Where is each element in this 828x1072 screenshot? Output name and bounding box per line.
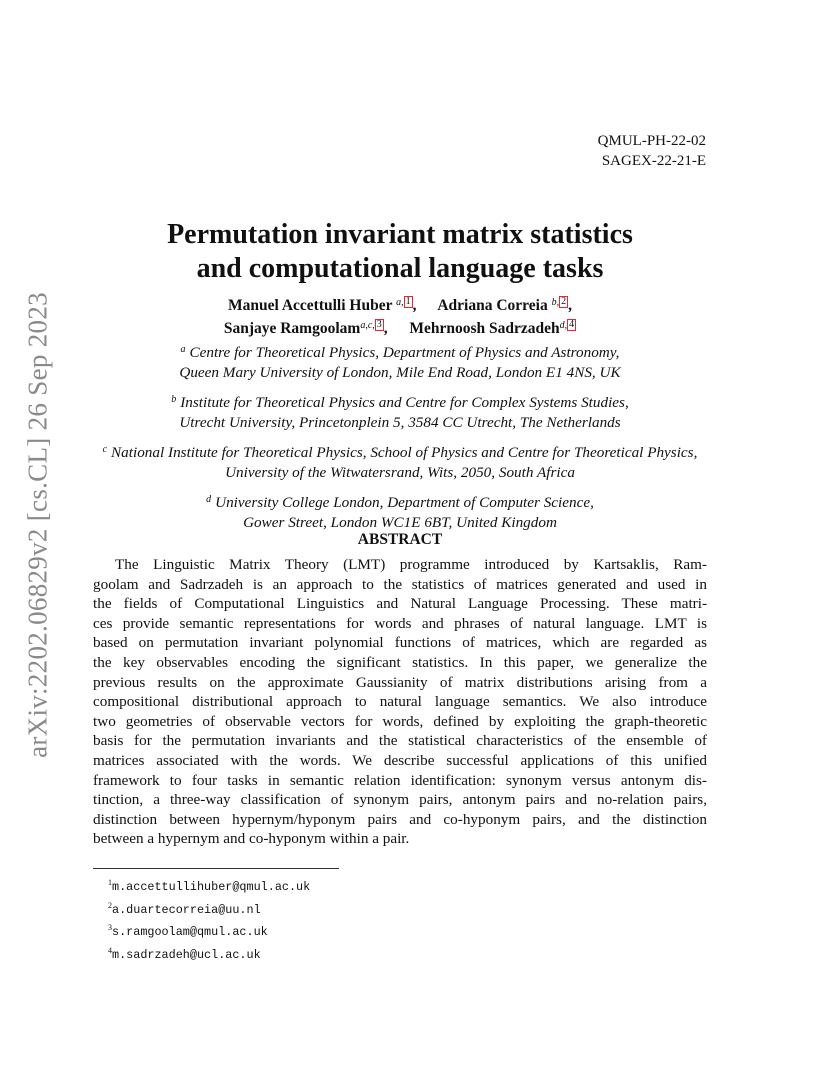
abstract-line: distinction between hypernym/hyponym pairs and co-hyponym pairs, and the distinction <box>93 810 707 828</box>
abstract-line: two geometries of observable vectors for words, defined by exploiting the graph-theoretic <box>93 712 707 730</box>
affiliation-line: Utrecht University, Princetonplein 5, 3584 CC Utrecht, The Netherlands <box>179 413 621 431</box>
abstract-body <box>93 555 707 849</box>
footnote-number: 3 <box>108 923 112 932</box>
abstract-line: previous results on the approximate Gaussianity of matrix distributions arising from a <box>93 673 707 691</box>
abstract-line: compositional distributional approach to natural language semantics. We also introduce <box>93 693 707 711</box>
author-affil-mark: d, <box>559 320 568 331</box>
abstract-line: ces provide semantic representations for words and phrases of natural language. LMT is <box>93 614 707 632</box>
footnotes <box>108 874 310 964</box>
footnote-number: 4 <box>108 945 112 955</box>
affiliation <box>0 340 800 382</box>
footnote-item <box>108 942 310 965</box>
footnote-divider <box>93 868 339 869</box>
author-list <box>0 293 800 339</box>
paper-title <box>0 218 800 286</box>
author-separator: , <box>412 297 417 314</box>
abstract-line: framework to four tasks in semantic relation identification: synonym versus antonym dis- <box>93 771 707 789</box>
report-numbers <box>598 131 706 171</box>
author-affil-mark: a,c, <box>360 320 375 331</box>
affiliation-mark: b <box>171 394 177 405</box>
footnote-link[interactable]: 4 <box>569 319 575 330</box>
footnote-item <box>108 874 310 897</box>
report-id: SAGEX-22-21-E <box>601 153 706 169</box>
affiliation-line: University of the Witwatersrand, Wits, 2050, South Africa <box>225 463 575 481</box>
footnote-link[interactable]: 2 <box>561 296 567 307</box>
footnote-email[interactable]: a.duartecorreia@uu.nl <box>112 902 261 917</box>
footnote-email[interactable]: m.sadrzadeh@ucl.ac.uk <box>112 947 261 962</box>
arxiv-stamp-text: arXiv:2202.06829v2 [cs.CL] 26 Sep 2023 <box>22 292 53 758</box>
title-line: and computational language tasks <box>196 253 604 284</box>
abstract-heading: ABSTRACT <box>357 531 443 548</box>
footnote-link[interactable]: 3 <box>376 319 382 330</box>
abstract-line: The Linguistic Matrix Theory (LMT) programme introduced by Kartsaklis, Ram- <box>115 556 707 573</box>
author-line <box>0 293 800 316</box>
footnote-item <box>108 919 310 942</box>
abstract-line: the fields of Computational Linguistics and Natural Language Processing. These matri- <box>93 595 707 613</box>
footnote-email[interactable]: s.ramgoolam@qmul.ac.uk <box>112 925 268 939</box>
affiliations <box>0 340 800 540</box>
affiliation <box>0 490 800 532</box>
author-line <box>0 316 800 339</box>
author-affil-mark: a, <box>396 297 404 308</box>
title-line: Permutation invariant matrix statistics <box>167 219 633 250</box>
affiliation-mark: c <box>102 444 108 455</box>
author-affil-mark: b, <box>551 297 560 308</box>
author-name: Adriana Correia <box>437 297 548 314</box>
report-id: QMUL-PH-22-02 <box>597 133 706 149</box>
abstract-line: based on permutation invariant polynomial functions of matrices, which are regarded as <box>93 634 707 652</box>
abstract-line: goolam and Sadrzadeh is an approach to the statistics of matrices generated and used in <box>93 575 707 593</box>
abstract-line: between a hypernym and co-hyponym within a pair. <box>93 830 410 848</box>
affiliation-line: National Institute for Theoretical Physics, School of Physics and Centre for Theoretical Physics, <box>111 444 698 461</box>
author-name: Sanjaye Ramgoolam <box>223 320 361 337</box>
affiliation-line: Centre for Theoretical Physics, Department of Physics and Astronomy, <box>189 344 620 361</box>
author-name: Manuel Accettulli Huber <box>228 297 393 314</box>
footnote-email[interactable]: m.accettullihuber@qmul.ac.uk <box>112 880 311 894</box>
affiliation <box>0 440 800 482</box>
affiliation-mark: a <box>180 344 186 355</box>
footnote-item <box>108 897 310 920</box>
author-name: Mehrnoosh Sadrzadeh <box>409 320 560 337</box>
abstract-line: the key observables encoding the significant statistics. In this paper, we generalize the <box>93 653 707 671</box>
footnote-number: 2 <box>108 900 112 910</box>
author-separator: , <box>568 297 572 314</box>
footnote-number: 1 <box>108 878 112 887</box>
footnote-link[interactable]: 1 <box>405 296 411 307</box>
affiliation-line: Gower Street, London WC1E 6BT, United Kingdom <box>243 513 557 531</box>
author-separator: , <box>383 320 388 337</box>
abstract-line: basis for the permutation invariants and the statistical characteristics of the ensemble of <box>93 732 707 750</box>
affiliation-line: Institute for Theoretical Physics and Centre for Complex Systems Studies, <box>180 394 629 411</box>
affiliation-mark: d <box>206 494 212 505</box>
abstract-line: tinction, a three-way classification of synonym pairs, antonym pairs and no-relation pairs, <box>93 791 707 809</box>
affiliation <box>0 390 800 432</box>
affiliation-line: Queen Mary University of London, Mile End Road, London E1 4NS, UK <box>179 363 621 381</box>
abstract-line: matrices associated with the words. We describe successful applications of this unified <box>93 751 707 769</box>
affiliation-line: University College London, Department of Computer Science, <box>215 494 594 511</box>
